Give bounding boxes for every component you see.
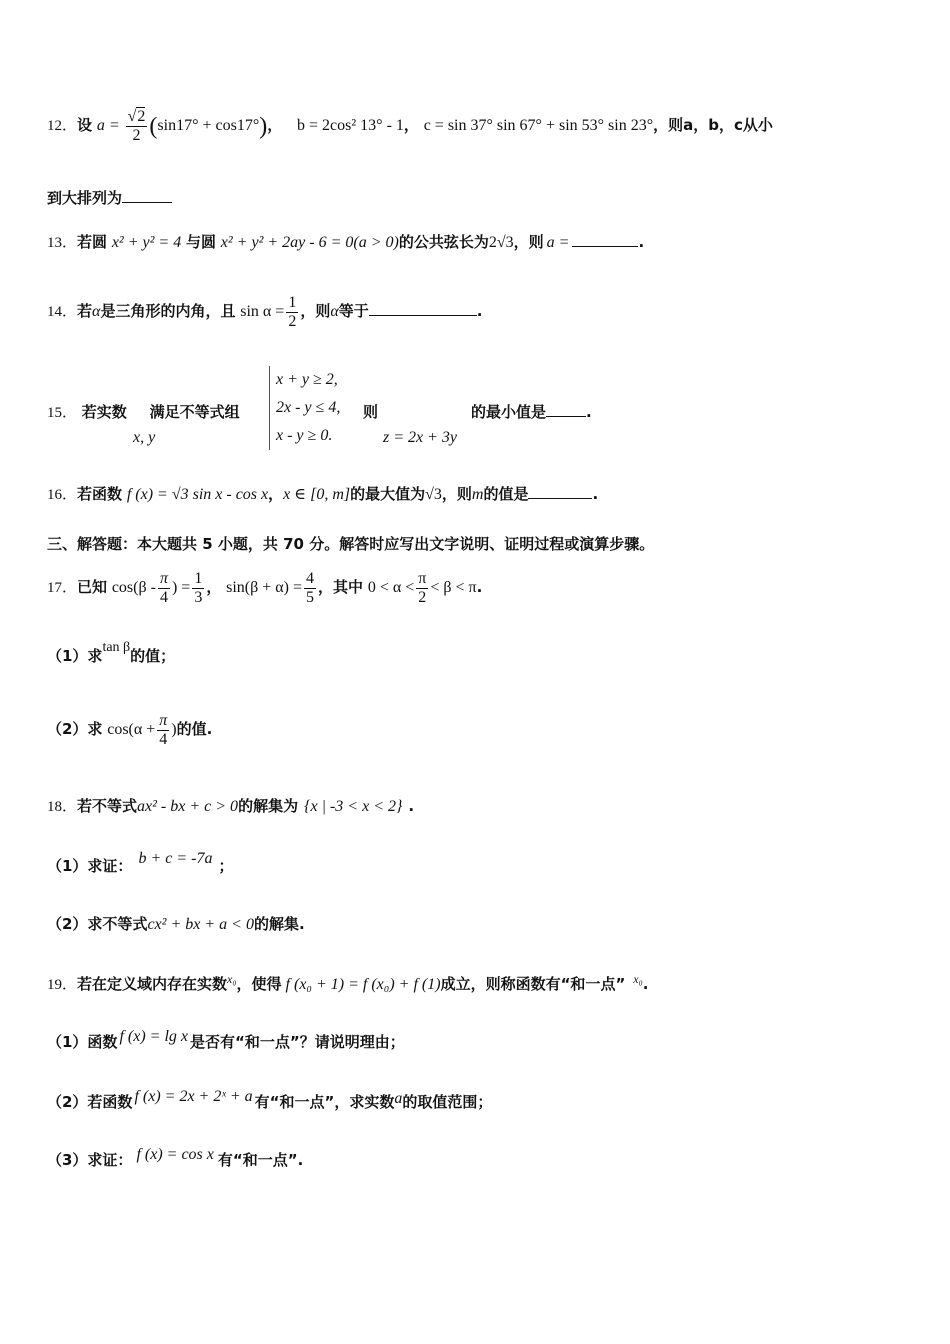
q19-part3: （3）求证： f (x) = cos x 有“和一点”.: [47, 1146, 304, 1169]
answer-blank: [572, 232, 638, 247]
q12-number: 12．: [47, 118, 78, 135]
q17-part2-expr: cos(α + $\frac{\pi}{4}$ ): [107, 712, 177, 748]
q17-sin-expr: sin(β + α) = $\frac{4}{5}$: [226, 570, 315, 606]
q13-circle2: x² + y² + 2ay - 6 = 0(a > 0): [220, 234, 399, 251]
q13-chord-value: 2√3: [488, 234, 514, 251]
q12-line2: 到大排列为: [47, 188, 172, 208]
q15-line: 15． 若实数 x, y 满足不等式组 x + y ≥ 2, 2x - y ≤ 4, x - y ≥ 0. 则 z = 2x + 3y 的最小值是 .: [47, 366, 240, 387]
q19-part2: （2）若函数 f (x) = 2x + 2ˣ + a 有“和一点”，求实数a的取值范围；: [47, 1088, 493, 1111]
q18-part1: （1）求证： b + c = -7a ；: [47, 850, 234, 875]
q16-line: 16．若函数 f (x) = √3 sin x - cos x，x ∈ [0, m]的最大值为√3，则m的值是 .: [47, 485, 599, 503]
q18-inequality: ax² - bx + c > 0: [137, 798, 239, 815]
answer-blank: [122, 188, 172, 203]
q19-part1: （1）函数 f (x) = lg x 是否有“和一点”？请说明理由；: [47, 1028, 405, 1051]
q16-domain: x ∈ [0, m]: [283, 486, 351, 503]
q12-line1: 12．设 a = $\frac{√2}{2}$ (sin17° + cos17°)， b = 2cos² 13° - 1， c = sin 37° sin 67° + sin 53° sin 23°，则a，b，c从小: [47, 108, 773, 144]
q12-b-expr: b = 2cos² 13° - 1: [297, 117, 404, 135]
q17-range: 0 < α < $\frac{\pi}{2}$ < β < π: [367, 570, 477, 606]
q12-a-expr: a = $\frac{√2}{2}$ (sin17° + cos17°): [96, 108, 268, 144]
q18-solution-set: {x | -3 < x < 2}: [304, 798, 403, 815]
q17-line: 17．已知 cos(β - $\frac{\pi}{4}$ ) = $\frac{1}{3}$ ， sin(β + α) = $\frac{4}{5}$ ，其中 0 < α < $\frac{\pi}{2}$ < β < π.: [47, 570, 483, 606]
q14-line: 14．若α是三角形的内角，且 sin α = $\frac{1}{2}$ ，则α等于 .: [47, 294, 483, 330]
answer-blank: [528, 484, 592, 499]
q15-z-expr: z = 2x + 3y: [383, 429, 458, 446]
q17-part1: （1）求tan β的值；: [47, 640, 176, 665]
q19-equation: f (x₀ + 1) = f (x₀) + f (1): [285, 976, 441, 993]
q18-line: 18．若不等式ax² - bx + c > 0的解集为 {x | -3 < x < 2} .: [47, 797, 415, 815]
q18-part2: （2）求不等式cx² + bx + a < 0的解集.: [47, 915, 305, 933]
q13-circle1: x² + y² = 4: [111, 234, 182, 251]
section-heading: 三、解答题：本大题共 5 小题，共 70 分。解答时应写出文字说明、证明过程或演算步骤。: [47, 535, 655, 553]
q13-line: 13．若圆 x² + y² = 4 与圆 x² + y² + 2ay - 6 = 0(a > 0)的公共弦长为2√3，则 a = .: [47, 233, 645, 251]
q17-part2: （2）求 cos(α + $\frac{\pi}{4}$ )的值.: [47, 712, 213, 748]
q19-line: 19．若在定义域内存在实数$^{x_0}$，使得 f (x₀ + 1) = f (x₀) + f (1)成立，则称函数有“和一点” $^{x_0}$.: [47, 972, 649, 993]
answer-blank: [369, 301, 477, 316]
q16-fx: f (x) = √3 sin x - cos x: [126, 486, 269, 503]
q14-sin-expr: sin α = $\frac{1}{2}$: [240, 294, 297, 330]
q15-vars: x, y: [133, 429, 156, 446]
q17-cos-expr: cos(β - $\frac{\pi}{4}$ ) = $\frac{1}{3}$: [111, 570, 203, 606]
q15-inequality-system: x + y ≥ 2, 2x - y ≤ 4, x - y ≥ 0.: [269, 366, 340, 450]
q12-c-expr: c = sin 37° sin 67° + sin 53° sin 23°: [423, 117, 654, 135]
answer-blank: [546, 402, 586, 417]
